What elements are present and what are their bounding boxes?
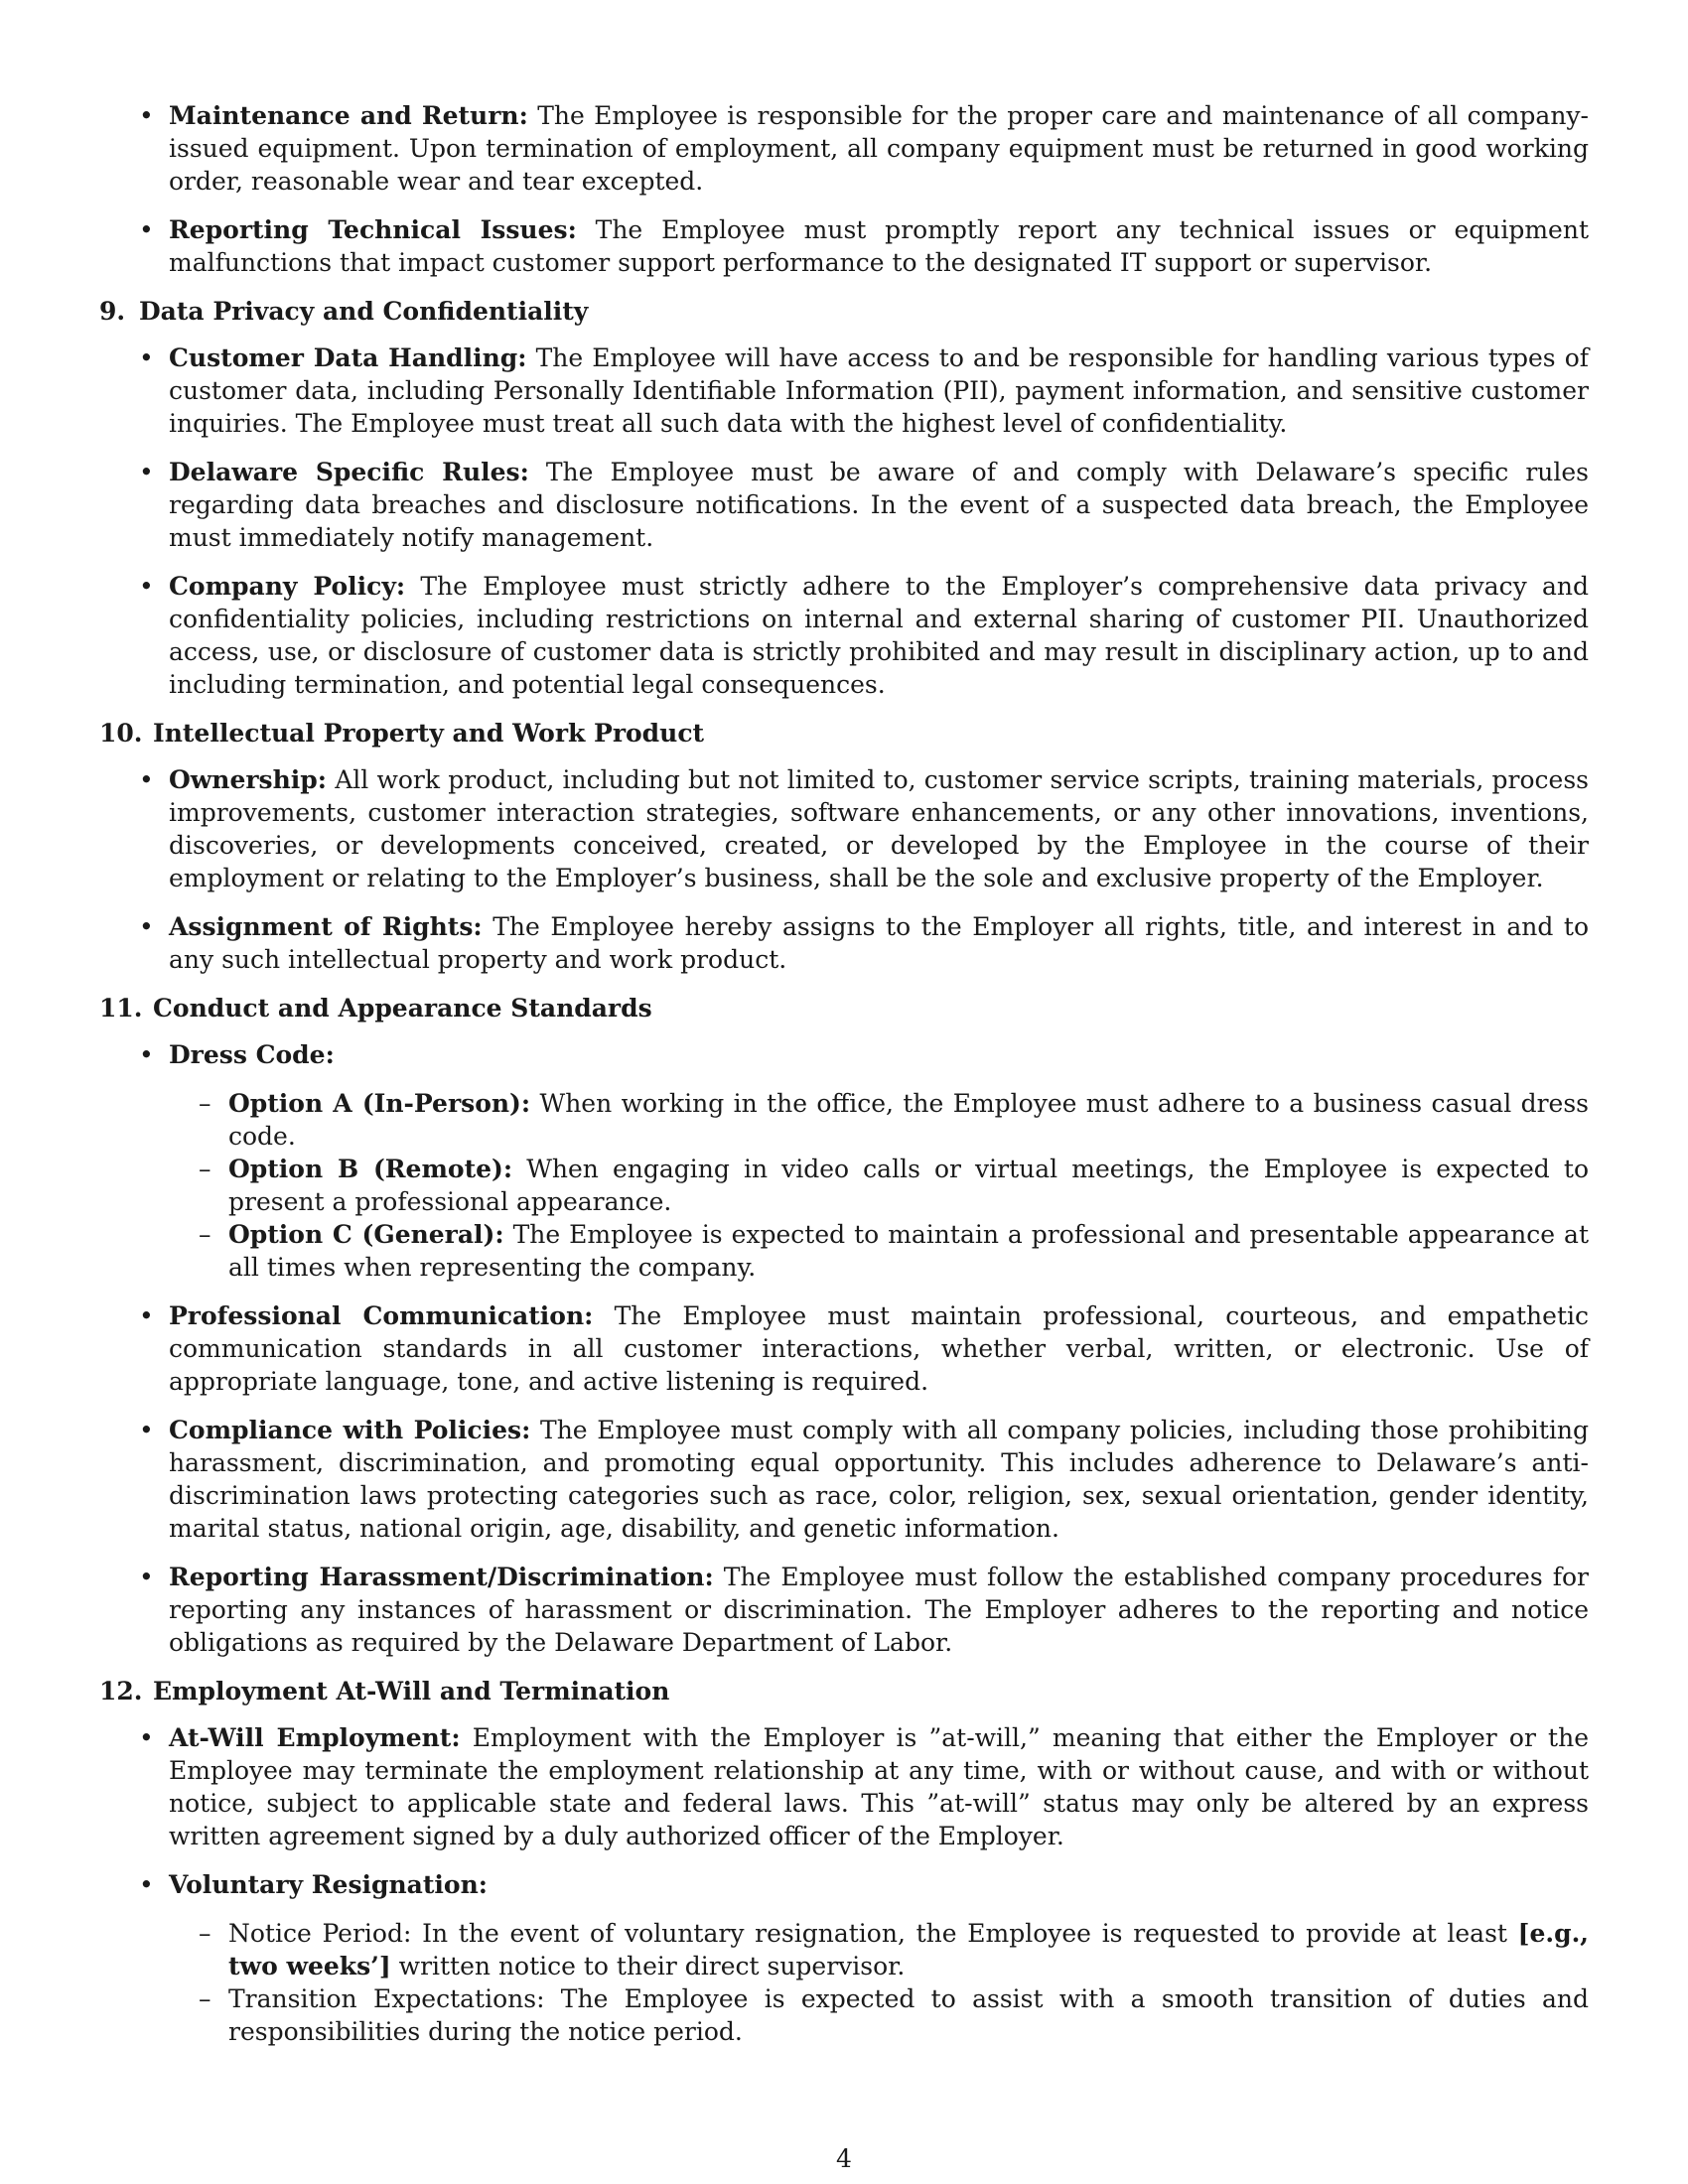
item-term: Maintenance and Return: xyxy=(169,101,528,130)
sub-list-item xyxy=(169,1153,1589,1218)
item-term: Professional Communication: xyxy=(169,1301,594,1330)
option-text: When engaging in video calls or virtual meetings, the Employee is expected to present a professional appearance. xyxy=(228,1155,1589,1216)
option-text: The Employee is expected to maintain a professional and presentable appearance at all times when representing the company. xyxy=(228,1220,1589,1282)
document-page xyxy=(99,99,1589,2064)
sub-list-item xyxy=(169,1218,1589,1284)
section-title: Data Privacy and Confidentiality xyxy=(139,297,589,326)
option-term: Option A (In-Person): xyxy=(228,1089,531,1118)
list-item xyxy=(99,456,1589,554)
item-text: The Employee is responsible for the proper care and maintenance of all company-issued equipment. Upon termination of employment, all company equipment must be returned in good working order, reasonable wear and tear excepted. xyxy=(169,101,1589,196)
section-heading-11 xyxy=(99,992,1589,1024)
section-number: 10. xyxy=(99,719,143,748)
item-text: The Employee will have access to and be responsible for handling various types of customer data, including Personally Identifiable Information (PII), payment information, and sensitive customer inquiries. The Employee must treat all such data with the highest level of confidentiality. xyxy=(169,343,1589,438)
notice-text: Notice Period: In the event of voluntary resignation, the Employee is requested to provide at least xyxy=(228,1919,1518,1948)
page-number: 4 xyxy=(836,2144,852,2173)
item-text: Employment with the Employer is ”at-will,” meaning that either the Employer or the Employee may terminate the employment relationship at any time, with or without cause, and with or without notice, subject to applicable state and federal laws. This ”at-will” status may only be altered by an express written agreement signed by a duly authorized officer of the Employer. xyxy=(169,1723,1590,1850)
dress-code-options xyxy=(169,1087,1589,1284)
item-text: The Employee must follow the established company procedures for reporting any instances of harassment or discrimination. The Employer adheres to the reporting and notice obligations as required by the Delaware Department of Labor. xyxy=(169,1563,1590,1657)
section-heading-12 xyxy=(99,1675,1589,1707)
sub-list-item xyxy=(169,1917,1589,1982)
item-term: At-Will Employment: xyxy=(169,1723,461,1752)
section-11-list xyxy=(99,1038,1589,1659)
notice-placeholder: [e.g., two weeks’] xyxy=(228,1919,1589,1980)
item-term: Compliance with Policies: xyxy=(169,1416,531,1444)
sub-list-item xyxy=(169,1087,1589,1153)
section-title: Intellectual Property and Work Product xyxy=(153,719,705,748)
section-10-list xyxy=(99,763,1589,976)
item-term: Assignment of Rights: xyxy=(169,912,483,941)
list-item xyxy=(99,570,1589,701)
list-item xyxy=(99,213,1589,279)
list-item xyxy=(99,1299,1589,1398)
item-text: All work product, including but not limited to, customer service scripts, training materials, process improvements, customer interaction strategies, software enhancements, or any other innovations, inventions, discoveries, or developments conceived, created, or developed by the Employee in the course of their employment or relating to the Employer’s business, shall be the sole and exclusive property of the Employer. xyxy=(169,765,1589,892)
item-text: The Employee must comply with all company policies, including those prohibiting harassment, discrimination, and promoting equal opportunity. This includes adherence to Delaware’s anti-discrimination laws protecting categories such as race, color, religion, sex, sexual orientation, gender identity, marital status, national origin, age, disability, and genetic information. xyxy=(169,1416,1589,1543)
section-9-list xyxy=(99,341,1589,701)
section-number: 9. xyxy=(99,297,126,326)
item-term: Customer Data Handling: xyxy=(169,343,527,372)
section-title: Conduct and Appearance Standards xyxy=(153,994,652,1023)
section-number: 12. xyxy=(99,1677,143,1706)
sub-list-item xyxy=(169,1982,1589,2048)
item-text: The Employee must maintain professional, courteous, and empathetic communication standards in all customer interactions, whether verbal, written, or electronic. Use of appropriate language, tone, and active listening is required. xyxy=(169,1301,1589,1396)
equipment-list xyxy=(99,99,1589,279)
option-text: When working in the office, the Employee must adhere to a business casual dress code. xyxy=(228,1089,1589,1151)
item-term: Reporting Harassment/Discrimination: xyxy=(169,1563,714,1591)
section-number: 11. xyxy=(99,994,143,1023)
list-item xyxy=(99,99,1589,198)
section-title: Employment At-Will and Termination xyxy=(153,1677,670,1706)
list-item xyxy=(99,1721,1589,1852)
item-term: Reporting Technical Issues: xyxy=(169,215,577,244)
list-item xyxy=(99,341,1589,440)
list-item xyxy=(99,1038,1589,1284)
item-text: The Employee hereby assigns to the Employer all rights, title, and interest in and to any such intellectual property and work product. xyxy=(169,912,1589,974)
list-item xyxy=(99,1414,1589,1545)
list-item xyxy=(99,1561,1589,1659)
item-term: Company Policy: xyxy=(169,572,406,601)
section-12-list xyxy=(99,1721,1589,2048)
item-term: Voluntary Resignation: xyxy=(169,1870,489,1899)
list-item xyxy=(99,910,1589,976)
transition-text: Transition Expectations: The Employee is expected to assist with a smooth transition of duties and responsibilities during the notice period. xyxy=(228,1984,1589,2046)
item-term: Dress Code: xyxy=(169,1040,335,1069)
list-item xyxy=(99,1868,1589,2048)
resignation-details xyxy=(169,1917,1589,2048)
item-text: The Employee must promptly report any technical issues or equipment malfunctions that impact customer support performance to the designated IT support or supervisor. xyxy=(169,215,1589,277)
option-term: Option B (Remote): xyxy=(228,1155,513,1183)
list-item xyxy=(99,763,1589,894)
item-text: The Employee must be aware of and comply with Delaware’s specific rules regarding data breaches and disclosure notifications. In the event of a suspected data breach, the Employee must immediately notify management. xyxy=(169,458,1589,552)
item-term: Delaware Specific Rules: xyxy=(169,458,529,486)
item-text: The Employee must strictly adhere to the Employer’s comprehensive data privacy and confidentiality policies, including restrictions on internal and external sharing of customer PII. Unauthorized access, use, or disclosure of customer data is strictly prohibited and may result in disciplinary action, up to and including termination, and potential legal consequences. xyxy=(169,572,1589,699)
item-term: Ownership: xyxy=(169,765,328,794)
notice-text-end: written notice to their direct supervisor. xyxy=(390,1952,906,1980)
section-heading-10 xyxy=(99,717,1589,750)
section-heading-9 xyxy=(99,295,1589,328)
option-term: Option C (General): xyxy=(228,1220,504,1249)
